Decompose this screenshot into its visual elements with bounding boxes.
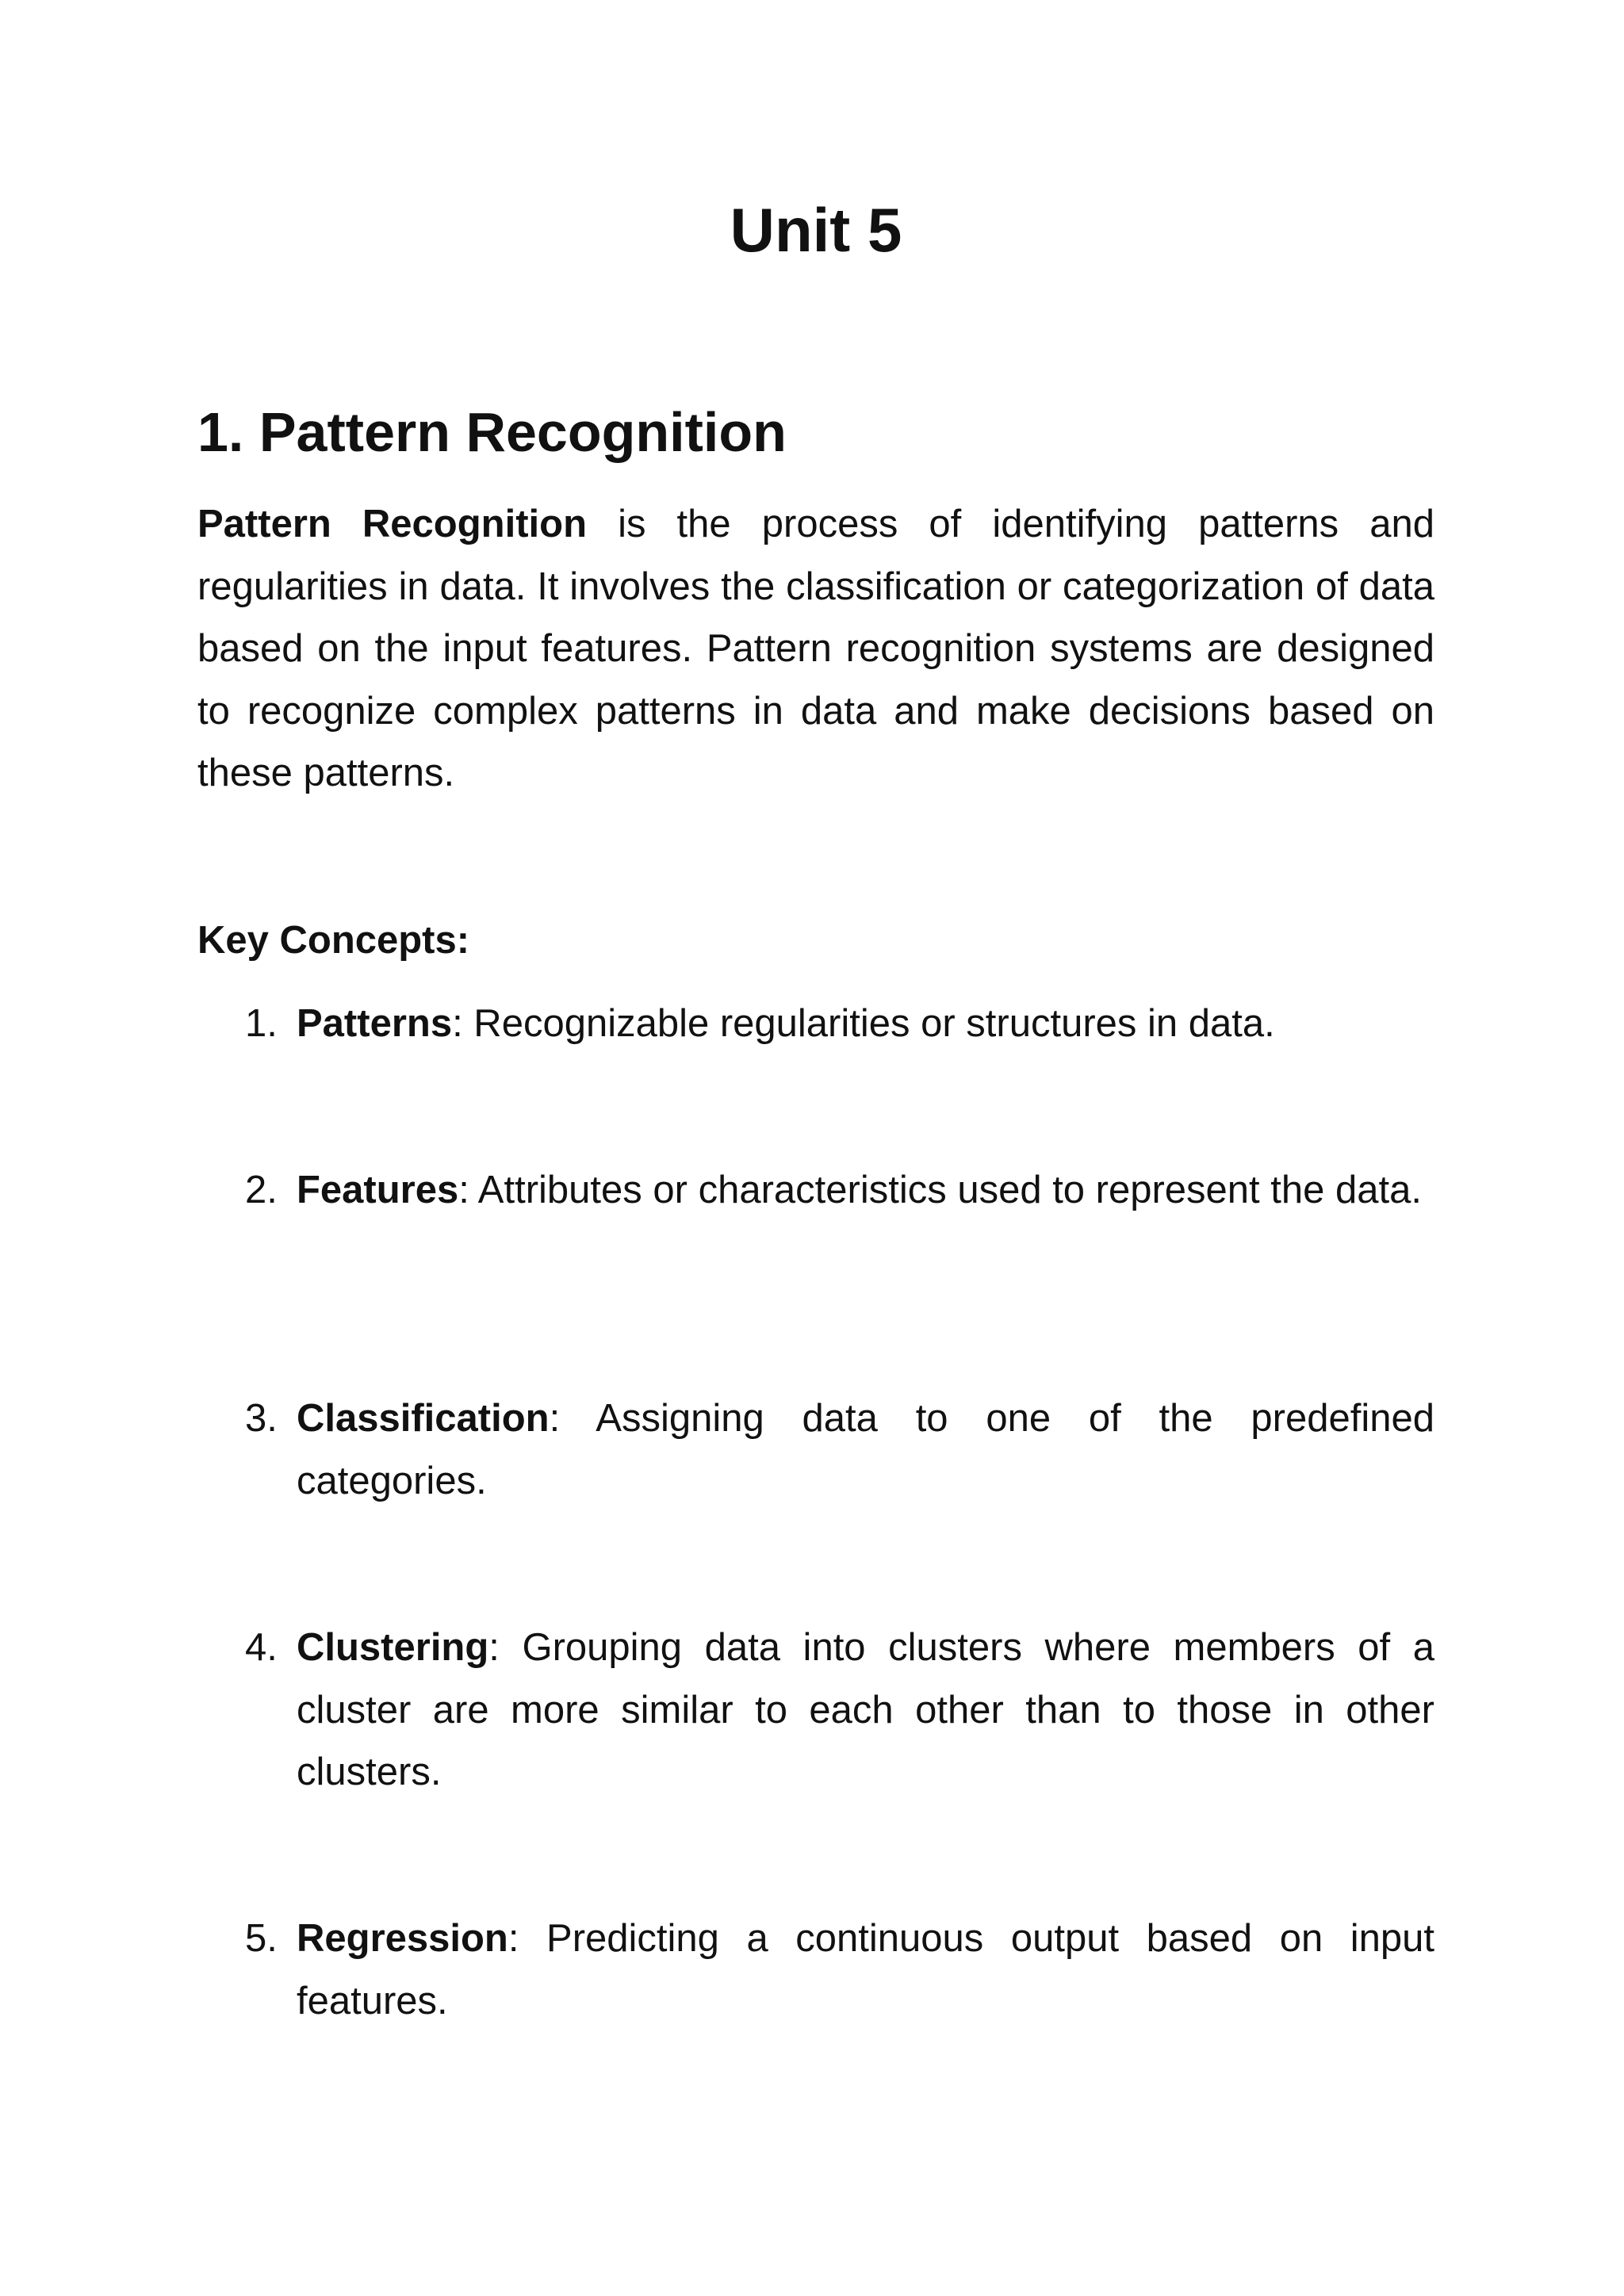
list-item-term: Patterns	[297, 1002, 453, 1045]
list-item-body	[297, 1908, 1434, 2032]
list-item-number: 1.	[245, 1002, 278, 1045]
list-item-text: : Assigning data to one of the predefined categories.	[297, 1397, 1434, 1502]
list-item-body	[297, 1159, 1434, 1222]
page-title: Unit 5	[730, 195, 902, 265]
list-item-text: : Attributes or characteristics used to represent the data.	[458, 1169, 1423, 1211]
list-item-term: Classification	[297, 1397, 550, 1440]
list-item-number: 5.	[245, 1917, 278, 1960]
list-item-text: : Recognizable regularities or structures in data.	[452, 1002, 1275, 1045]
list-item-term: Regression	[297, 1917, 508, 1960]
list-item-body	[297, 1617, 1434, 1804]
list-item-body	[297, 1387, 1434, 1512]
intro-paragraph	[197, 493, 1434, 805]
list-item-text: : Grouping data into clusters where members of a cluster are more similar to each other than to those in other clusters.	[297, 1626, 1434, 1793]
intro-text: is the process of identifying patterns and regularities in data. It involves the classification or categorization of data based on the input features. Pattern recognition systems are designed to recognize complex patterns in data and make decisions based on these patterns.	[197, 503, 1434, 794]
list-item-body	[297, 993, 1434, 1055]
list-item-number: 3.	[245, 1397, 278, 1440]
list-item-term: Features	[297, 1169, 459, 1211]
key-concepts-heading: Key Concepts:	[197, 919, 470, 962]
intro-term: Pattern Recognition	[197, 503, 587, 545]
list-item-text: : Predicting a continuous output based on input features.	[297, 1917, 1434, 2022]
section-heading: 1. Pattern Recognition	[197, 401, 787, 463]
list-item-term: Clustering	[297, 1626, 489, 1669]
list-item-number: 4.	[245, 1626, 278, 1669]
list-item-number: 2.	[245, 1169, 278, 1211]
